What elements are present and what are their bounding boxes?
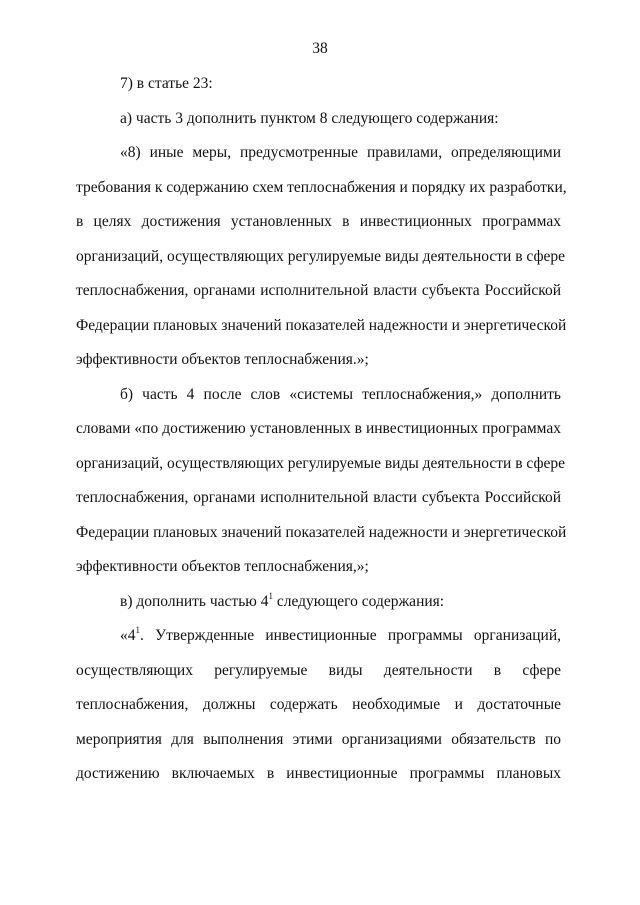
superscript: 1 <box>268 590 273 601</box>
paragraph-line: организаций, осуществляющих регулируемые виды деятельности в сфере <box>76 454 566 472</box>
text-body <box>76 74 567 799</box>
paragraph-line: эффективности объектов теплоснабжения.»; <box>76 351 369 368</box>
paragraph-line: достижению включаемых в инвестиционные программы плановых <box>76 765 561 782</box>
paragraph-line: Федерации плановых значений показателей надежности и энергетической <box>76 523 567 541</box>
superscript: 1 <box>135 625 140 635</box>
paragraph-line: теплоснабжения, должны содержать необходимые и достаточные <box>76 696 561 713</box>
line-text: . Утвержденные инвестиционные программы организаций, <box>140 627 561 644</box>
paragraph-line: мероприятия для выполнения этими организациями обязательств по <box>76 730 561 748</box>
paragraph-line: теплоснабжения, органами исполнительной власти субъекта Российской <box>76 282 561 299</box>
paragraph-line: в целях достижения установленных в инвестиционных программах <box>76 213 561 230</box>
paragraph-line: организаций, осуществляющих регулируемые виды деятельности в сфере <box>76 247 566 265</box>
line-text: «4 <box>120 627 136 644</box>
paragraph-line: словами «по достижению установленных в инвестиционных программах <box>76 420 561 437</box>
paragraph-line: Федерации плановых значений показателей надежности и энергетической <box>76 316 567 334</box>
paragraph-line <box>76 626 561 661</box>
paragraph-line: эффективности объектов теплоснабжения,»; <box>76 558 369 575</box>
paragraph-line: требования к содержанию схем теплоснабжения и порядку их разработки, <box>76 178 567 196</box>
paragraph-line: «8) иные меры, предусмотренные правилами, определяющими <box>120 144 561 161</box>
paragraph-line: а) часть 3 дополнить пунктом 8 следующего содержания: <box>120 109 499 127</box>
page-number: 38 <box>312 40 328 57</box>
paragraph-line: осуществляющих регулируемые виды деятельности в сфере <box>76 661 561 679</box>
paragraph-line: б) часть 4 после слов «системы теплоснабжения,» дополнить <box>120 385 561 403</box>
line-text: следующего содержания: <box>272 592 445 610</box>
paragraph-line: 7) в статье 23: <box>120 75 213 92</box>
paragraph-line: теплоснабжения, органами исполнительной власти субъекта Российской <box>76 489 561 506</box>
paragraph-line <box>76 592 561 627</box>
line-text: в) дополнить частью 4 <box>120 592 269 610</box>
